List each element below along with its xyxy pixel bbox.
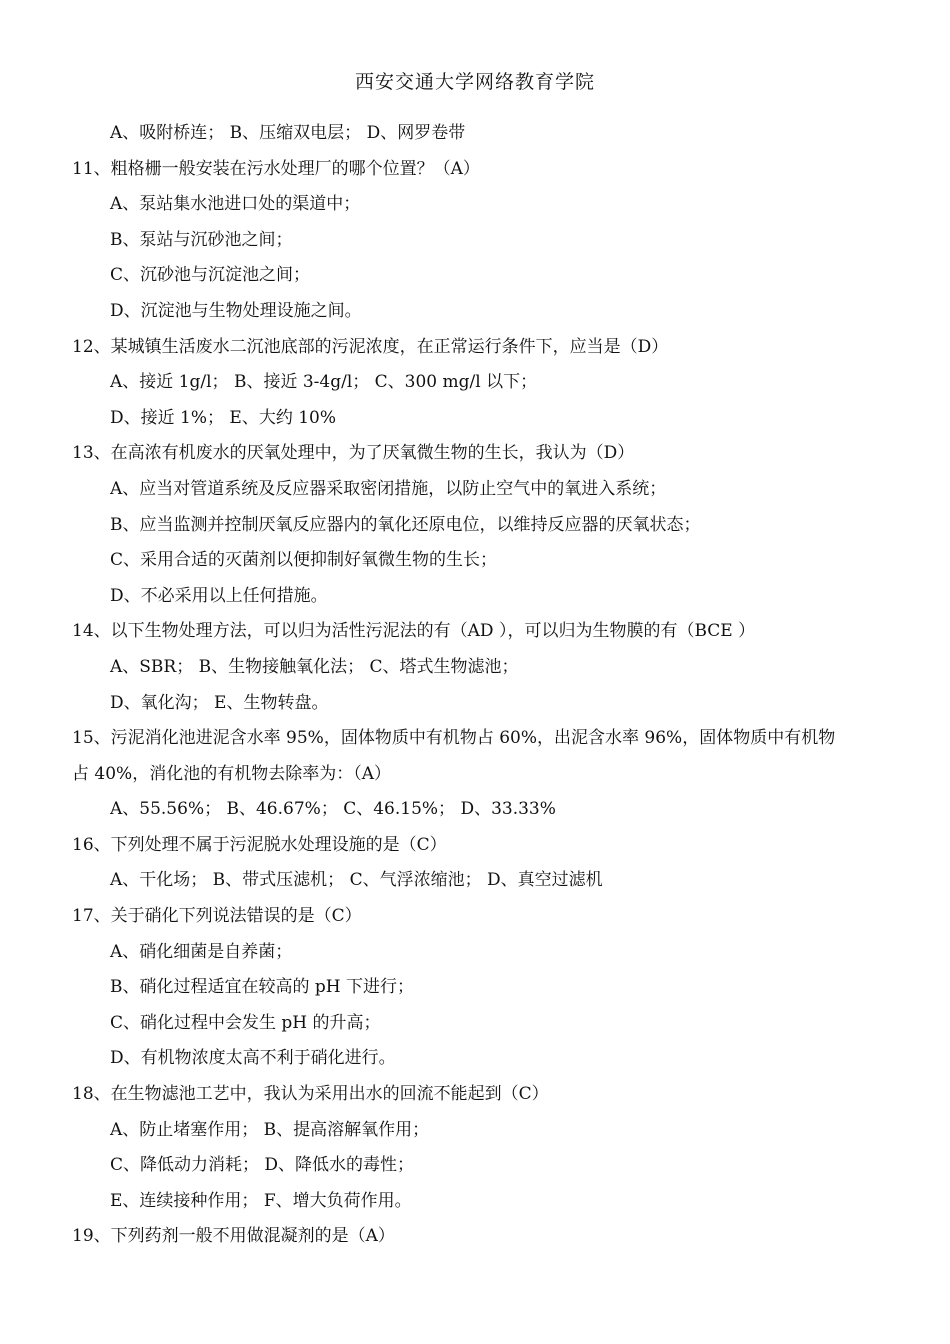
option-line: A、吸附桥连； B、压缩双电层； D、网罗卷带 — [110, 123, 466, 143]
option-line: A、SBR； B、生物接触氧化法； C、塔式生物滤池； — [110, 656, 519, 677]
option-line: A、防止堵塞作用； B、提高溶解氧作用； — [110, 1119, 430, 1140]
question-19: 19、下列药剂一般不用做混凝剂的是（A） — [72, 1226, 395, 1247]
question-11: 11、粗格栅一般安装在污水处理厂的哪个位置？（A） — [72, 158, 480, 179]
option-line: A、接近 1g/l； B、接近 3-4g/l； C、300 mg/l 以下； — [110, 372, 538, 393]
page-header: 西安交通大学网络教育学院 — [354, 71, 595, 93]
question-18: 18、在生物滤池工艺中，我认为采用出水的回流不能起到（C） — [72, 1084, 549, 1105]
question-13: 13、在高浓有机废水的厌氧处理中，为了厌氧微生物的生长，我认为（D） — [72, 443, 635, 464]
option-line: A、干化场； B、带式压滤机； C、气浮浓缩池； D、真空过滤机 — [110, 870, 603, 891]
option-line: B、硝化过程适宜在较高的 pH 下进行； — [110, 977, 415, 998]
question-16: 16、下列处理不属于污泥脱水处理设施的是（C） — [72, 834, 447, 855]
option-line: D、氧化沟； E、生物转盘。 — [110, 692, 329, 713]
question-15: 15、污泥消化池进泥含水率 95%，固体物质中有机物占 60%，出泥含水率 96%，固体物质中有机物 — [72, 728, 836, 749]
option-line: D、不必采用以上任何措施。 — [110, 585, 328, 606]
option-line: D、接近 1%； E、大约 10% — [110, 407, 337, 428]
option-line: C、降低动力消耗； D、降低水的毒性； — [110, 1155, 415, 1176]
option-line: A、55.56%； B、46.67%； C、46.15%； D、33.33% — [110, 799, 556, 820]
option-line: C、硝化过程中会发生 pH 的升高； — [110, 1012, 381, 1033]
option-line: A、泵站集水池进口处的渠道中； — [110, 194, 361, 215]
option-line: B、泵站与沉砂池之间； — [110, 229, 293, 250]
question-14: 14、以下生物处理方法，可以归为活性污泥法的有（AD ），可以归为生物膜的有（BCE ） — [72, 621, 756, 642]
option-line: A、硝化细菌是自养菌； — [110, 941, 293, 962]
option-line: B、应当监测并控制厌氧反应器内的氧化还原电位，以维持反应器的厌氧状态； — [110, 514, 701, 535]
document-body — [72, 116, 882, 1255]
option-line: C、采用合适的灭菌剂以便抑制好氧微生物的生长； — [110, 550, 498, 571]
option-line: C、沉砂池与沉淀池之间； — [110, 265, 311, 286]
option-line: A、应当对管道系统及反应器采取密闭措施，以防止空气中的氧进入系统； — [110, 478, 667, 499]
question-15-continued: 占 40%，消化池的有机物去除率为：（A） — [72, 763, 391, 784]
option-line: D、沉淀池与生物处理设施之间。 — [110, 300, 362, 321]
question-12: 12、某城镇生活废水二沉池底部的污泥浓度，在正常运行条件下，应当是（D） — [72, 336, 669, 357]
option-line: E、连续接种作用； F、增大负荷作用。 — [110, 1190, 412, 1211]
option-line: D、有机物浓度太高不利于硝化进行。 — [110, 1048, 396, 1069]
question-17: 17、关于硝化下列说法错误的是（C） — [72, 906, 362, 927]
